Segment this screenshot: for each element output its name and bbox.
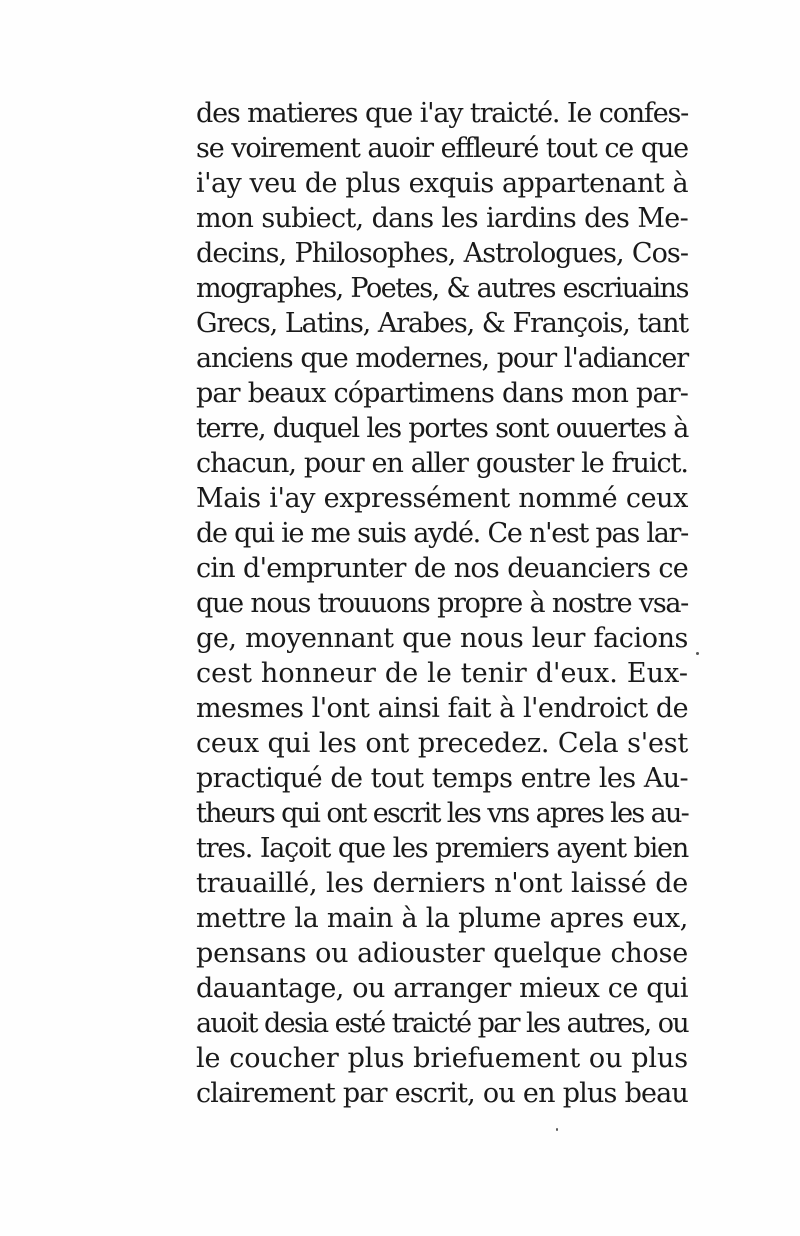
text-line: le coucher plus briefuement ou plus — [196, 1043, 688, 1074]
text-line: que nous trouuons propre à nostre vsa- — [196, 588, 688, 619]
text-line: mographes, Poetes, & autres escriuains — [196, 273, 688, 304]
text-line: dauantage, ou arranger mieux ce qui — [196, 973, 688, 1004]
text-line: anciens que modernes, pour l'adiancer — [196, 343, 688, 374]
text-line: chacun, pour en aller gouster le fruict. — [196, 448, 688, 479]
text-line: decins, Philosophes, Astrologues, Cos- — [196, 238, 688, 269]
ink-speck — [556, 1128, 558, 1131]
text-line: cin d'emprunter de nos deuanciers ce — [196, 553, 688, 584]
text-line: mesmes l'ont ainsi fait à l'endroict de — [196, 693, 688, 724]
text-line: de qui ie me suis aydé. Ce n'est pas lar- — [196, 518, 688, 549]
text-line: mettre la main à la plume apres eux, — [196, 903, 688, 934]
text-line: i'ay veu de plus exquis appartenant à — [196, 168, 688, 199]
text-line: trauaillé, les derniers n'ont laissé de — [196, 868, 688, 899]
text-line: mon subiect, dans les iardins des Me- — [196, 203, 688, 234]
text-line: clairement par escrit, ou en plus beau — [196, 1078, 688, 1109]
text-line: cest honneur de le tenir d'eux. Eux- — [196, 658, 688, 689]
text-line: ceux qui les ont precedez. Cela s'est — [196, 728, 688, 759]
body-text — [196, 96, 688, 1111]
text-line: tres. Iaçoit que les premiers ayent bien — [196, 833, 688, 864]
ink-speck — [696, 652, 699, 655]
text-line: pensans ou adiouster quelque chose — [196, 938, 688, 969]
text-line: se voirement auoir effleuré tout ce que — [196, 133, 688, 164]
text-line: des matieres que i'ay traicté. Ie confes- — [196, 98, 688, 129]
text-line: terre, duquel les portes sont ouuertes à — [196, 413, 688, 444]
text-line: Mais i'ay expressément nommé ceux — [196, 483, 688, 514]
text-line: par beaux cópartimens dans mon par- — [196, 378, 688, 409]
text-line: Grecs, Latins, Arabes, & François, tant — [196, 308, 688, 339]
text-line: theurs qui ont escrit les vns apres les au- — [196, 798, 688, 829]
text-line: practiqué de tout temps entre les Au- — [196, 763, 688, 794]
text-line: auoit desia esté traicté par les autres, ou — [196, 1008, 688, 1039]
text-line: ge, moyennant que nous leur facions — [196, 623, 688, 654]
